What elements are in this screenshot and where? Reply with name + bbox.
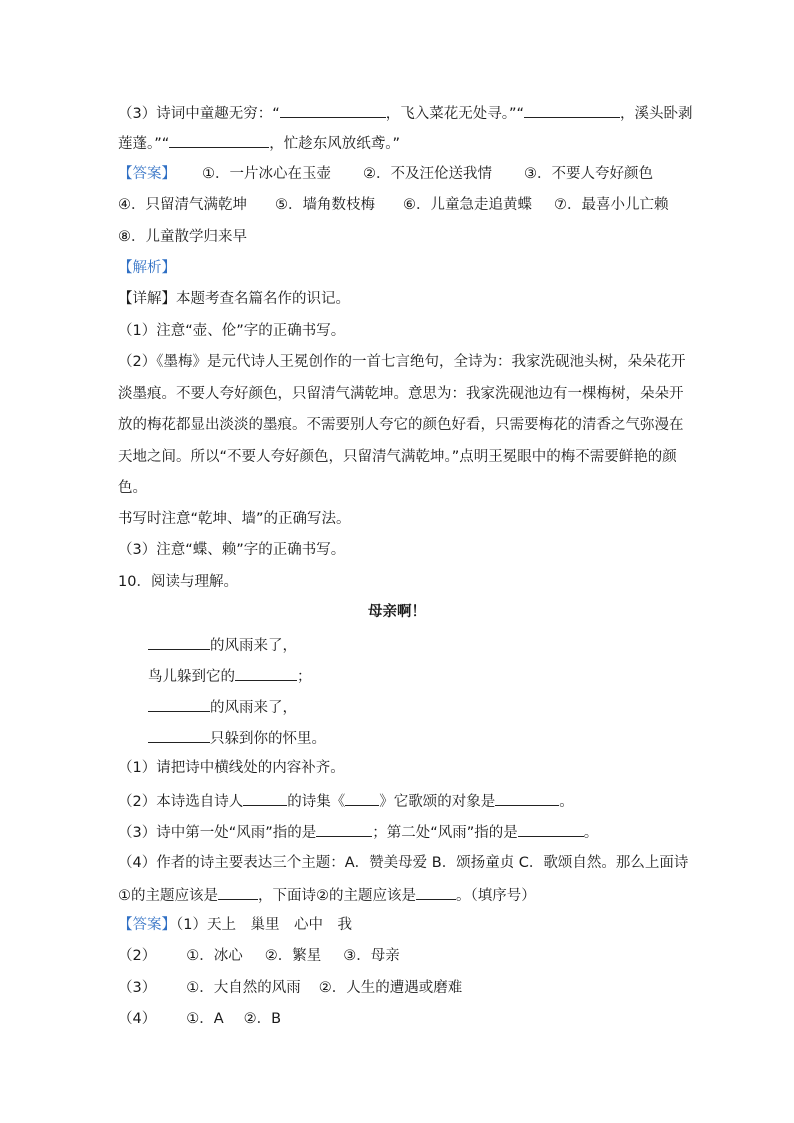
q10-sub1: （1）请把诗中横线处的内容补齐。 [118,760,345,776]
poem-title: 母亲啊！ [368,604,426,620]
q10-sub3-text: ；第二处“风雨”指的是 [372,825,518,841]
answer1-row3 [118,227,247,247]
answer-item: ⑦．最喜小儿亡赖 [554,197,669,213]
answer1-row1 [118,164,653,184]
q3-line2 [118,132,400,154]
q3-line2-end: ，忙趁东风放纸鸢。” [269,136,401,152]
q3-prefix: （3）诗词中童趣无穷：“ [118,106,280,122]
blank [218,884,258,900]
answer-item: ②．B [243,1011,282,1027]
poem-line [148,727,326,749]
blank [416,884,456,900]
answer-item: ①．A [186,1011,224,1027]
analysis-detail: 【详解】本题考查名篇名作的识记。 [118,291,350,307]
analysis-p2-line: 放的梅花都显出淡淡的墨痕。不需要别人夸它的颜色好看，只需要梅花的清香之气弥漫在 [118,417,684,433]
blank [243,790,287,806]
answer-row-no: （3） [118,980,157,996]
q10-sub3 [118,821,598,843]
q10-sub2-text: 。 [559,794,574,810]
poem-line-text: 鸟儿躲到它的 [148,669,235,685]
poem-line [148,696,297,718]
q10-sub3-text: 。 [583,825,599,841]
analysis-p3: （3）注意“蝶、赖”字的正确书写。 [118,542,346,558]
q10-sub4-text: 。（填序号） [456,888,536,904]
analysis-tag: 【解析】 [118,260,176,276]
answer-item: ①．大自然的风雨 [186,980,301,996]
blank [148,634,210,650]
answer-row-text: （1）天上 巢里 心中 我 [176,917,352,933]
blank [280,102,386,118]
answer-item: ③．不要人夸好颜色 [524,166,653,182]
q10-sub2 [118,790,574,812]
q10-sub2-text: 》它歌颂的对象是 [379,794,496,810]
poem-line [148,634,297,656]
blank [148,696,210,712]
blank [316,821,372,837]
analysis-p1: （1）注意“壶、伦”字的正确书写。 [118,323,346,339]
poem-line-text: 的风雨来了， [210,638,297,654]
blank [148,727,210,743]
poem-line [148,665,312,687]
analysis-p2-line: 书写时注意“乾坤、墙”的正确写法。 [118,511,351,527]
answer-row-no: （4） [118,1011,157,1027]
q10-sub4-text: ①的主题应该是 [118,888,218,904]
q3-part2: ，飞入菜花无处寻。”“ [385,106,525,122]
blank [518,821,584,837]
blank [235,665,297,681]
answer-tag: 【答案】 [118,166,176,182]
q3-line2-start: 莲蓬。”“ [118,136,170,152]
answer2-row2 [118,946,400,966]
blank [524,102,620,118]
answer-item: ②．不及汪伦送我情 [363,166,492,182]
q3-line1 [118,102,693,124]
poem-line-text: 的风雨来了， [210,700,297,716]
answer-item: ②．人生的遭遇或磨难 [318,980,463,996]
analysis-p2-line: 色。 [118,480,147,496]
q10-sub2-text: （2）本诗选自诗人 [118,794,244,810]
q10-sub3-text: （3）诗中第一处“风雨”指的是 [118,825,317,841]
q10-sub4-line1: （4）作者的诗主要表达三个主题：A．赞美母爱 B．颂扬童贞 C．歌颂自然。那么上面诗 [118,855,689,871]
blank [169,132,269,148]
answer-item: ⑤．墙角数枝梅 [275,197,375,213]
q10-sub2-text: 的诗集《 [287,794,346,810]
answer2-row4 [118,1009,281,1029]
poem-line-text: 只躲到你的怀里。 [210,731,326,747]
analysis-p2-line: 天地之间。所以“不要人夸好颜色，只留清气满乾坤。”点明王冕眼中的梅不需要鲜艳的颜 [118,449,677,465]
q3-part3: ，溪头卧剥 [620,106,693,122]
answer-item: ③．母亲 [343,948,400,964]
answer-item: ④．只留清气满乾坤 [118,197,247,213]
answer-item: ①．冰心 [186,948,243,964]
answer-item: ②．繁星 [264,948,322,964]
answer-row-no: （2） [118,948,157,964]
blank [345,790,379,806]
answer-item: ⑧．儿童散学归来早 [118,229,247,245]
analysis-p2-line: （2）《墨梅》是元代诗人王冕创作的一首七言绝句，全诗为：我家洗砚池头树，朵朵花开 [118,354,686,370]
q10-sub4-text: ，下面诗②的主题应该是 [258,888,416,904]
poem-line-text: ； [297,669,312,685]
q10-sub4-line2 [118,884,536,906]
answer-item: ①．一片冰心在玉壶 [202,166,331,182]
blank [495,790,559,806]
answer2-row1 [118,915,352,935]
answer2-row3 [118,978,462,998]
answer-item: ⑥．儿童急走追黄蝶 [403,197,532,213]
analysis-p2-line: 淡墨痕。不要人夸好颜色，只留清气满乾坤。意思为：我家洗砚池边有一棵梅树，朵朵开 [118,386,684,402]
answer-tag: 【答案】 [118,917,176,933]
answer1-row2 [118,195,669,215]
q10-title: 10．阅读与理解。 [118,574,238,590]
